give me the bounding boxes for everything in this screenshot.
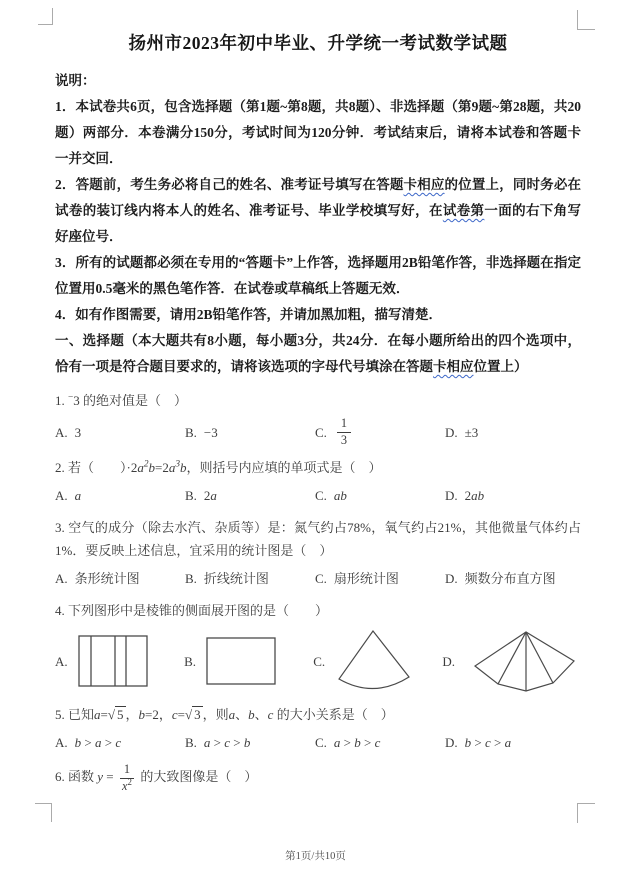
note-2: 2．答题前，考生务必将自己的姓名、准考证号填写在答题卡相应的位置上，同时务必在试卷的装订线内将本人的姓名、准考证号、毕业学校填写好，在试卷第一面的右下角写好座位号． <box>55 177 582 244</box>
question-4-option-b <box>184 637 313 685</box>
option-value: b > a > c <box>74 735 122 751</box>
question-4-option-c <box>313 629 442 693</box>
option-value: a <box>74 488 82 504</box>
question-1-option-c <box>315 417 445 447</box>
question-6-stem: 6. 函数 y = $\frac{1}{x^2}$ 的大致图像是（ ） <box>55 762 258 793</box>
striped-rectangle-figure-icon <box>78 635 148 687</box>
crop-mark-top-left <box>38 8 53 25</box>
question-5-option-a <box>55 731 185 754</box>
option-value: $\frac{1}{3}$ <box>334 417 354 447</box>
question-2-option-b <box>185 484 315 507</box>
question-4-stem: 4. 下列图形中是棱锥的侧面展开图的是（ ） <box>55 603 329 619</box>
option-value: a > c > b <box>203 735 251 751</box>
question-1-stem: 1. −3 的绝对值是（ ） <box>55 392 188 408</box>
question-1-option-d <box>445 421 478 444</box>
option-label: A. <box>55 735 68 751</box>
question-5-option-d <box>445 731 511 754</box>
option-label: C. <box>315 571 327 587</box>
option-label: C. <box>315 488 327 504</box>
question-1-options <box>55 417 581 447</box>
question-2-options <box>55 484 581 507</box>
sector-figure-icon <box>335 629 413 693</box>
question-5-stem: 5. 已知a=√ 5 ，b=2，c=√ 3 ，则a、b、c 的大小关系是（ ） <box>55 707 394 723</box>
section-1-heading: 一、选择题（本大题共有8小题，每小题3分，共24分．在每小题所给出的四个选项中，恰有一项是符合题目要求的，请将该选项的字母代号填涂在答题卡相应位置上） <box>55 333 581 374</box>
triangle-fan-figure-icon <box>465 628 581 694</box>
option-value: −3 <box>203 424 218 440</box>
option-label: A. <box>55 424 68 440</box>
option-label: A. <box>55 571 68 587</box>
option-value: 折线统计图 <box>203 571 269 587</box>
question-1 <box>55 389 581 447</box>
option-value: ±3 <box>464 424 479 440</box>
option-label: D. <box>445 571 458 587</box>
note-4: 4．如有作图需要，请用2B铅笔作答，并请加黑加粗，描写清楚． <box>55 307 443 322</box>
option-label: C. <box>313 653 326 669</box>
option-value: 频数分布直方图 <box>464 571 556 587</box>
crop-mark-bottom-left <box>35 803 52 822</box>
page-number: 第1页/共10页 <box>285 851 346 862</box>
option-label: B. <box>185 735 197 751</box>
question-1-option-b <box>185 421 315 444</box>
question-5-options <box>55 731 581 754</box>
option-label: B. <box>185 488 197 504</box>
page-content <box>55 30 581 793</box>
question-3-stem: 3. 空气的成分（除去水汽、杂质等）是：氮气约占78%，氧气约占21%，其他微量气体约占1%．要反映上述信息，宜采用的统计图是（ ） <box>55 520 581 559</box>
notes-heading: 说明： <box>55 73 96 88</box>
question-2-option-c <box>315 484 445 507</box>
question-6 <box>55 763 581 793</box>
option-label: D. <box>442 653 456 669</box>
question-2-option-a <box>55 484 185 507</box>
option-label: C. <box>315 424 327 440</box>
option-label: C. <box>315 735 327 751</box>
option-value: 2ab <box>464 488 485 504</box>
question-3-option-a <box>55 567 185 590</box>
option-label: A. <box>55 653 68 669</box>
option-value: a > b > c <box>333 735 381 751</box>
note-3: 3．所有的试题都必须在专用的“答题卡”上作答，选择题用2B铅笔作答，非选择题在指定位置用0.5毫米的黑色笔作答．在试卷或草稿纸上答题无效． <box>55 255 581 296</box>
question-2-stem: 2. 若（ ）$\cdot 2a^2b=2a^3b$，则括号内应填的单项式是（ ） <box>55 459 382 476</box>
option-label: A. <box>55 488 68 504</box>
question-3-options <box>55 567 581 590</box>
option-value: 3 <box>74 424 82 440</box>
option-label: B. <box>184 653 197 669</box>
option-value: 2a <box>203 488 217 504</box>
crop-mark-bottom-right <box>577 803 595 823</box>
question-3-option-d <box>445 567 556 590</box>
question-2-option-d <box>445 484 484 507</box>
question-3 <box>55 516 581 590</box>
question-2 <box>55 456 581 507</box>
question-5-option-b <box>185 731 315 754</box>
page-title: 扬州市2023年初中毕业、升学统一考试数学试题 <box>128 33 508 53</box>
question-5-option-c <box>315 731 445 754</box>
question-1-option-a <box>55 421 185 444</box>
question-3-option-b <box>185 567 315 590</box>
option-value: 扇形统计图 <box>333 571 399 587</box>
question-5 <box>55 703 581 754</box>
question-3-option-c <box>315 567 445 590</box>
option-label: D. <box>445 735 458 751</box>
option-value: ab <box>333 488 347 504</box>
crop-mark-top-right <box>577 10 595 30</box>
option-value: b > c > a <box>464 735 512 751</box>
question-4-options <box>55 628 581 694</box>
option-label: D. <box>445 488 458 504</box>
option-value: 条形统计图 <box>74 571 140 587</box>
rectangle-figure-icon <box>206 637 276 685</box>
note-1: 1．本试卷共6页，包含选择题（第1题~第8题，共8题）、非选择题（第9题~第28题，共20题）两部分．本卷满分150分，考试时间为120分钟．考试结束后，请将本试卷和答题卡一并交回． <box>55 99 581 166</box>
option-label: B. <box>185 571 197 587</box>
question-4-option-d <box>442 628 581 694</box>
option-label: B. <box>185 424 197 440</box>
question-4-option-a <box>55 635 184 687</box>
option-label: D. <box>445 424 458 440</box>
question-4 <box>55 599 581 694</box>
